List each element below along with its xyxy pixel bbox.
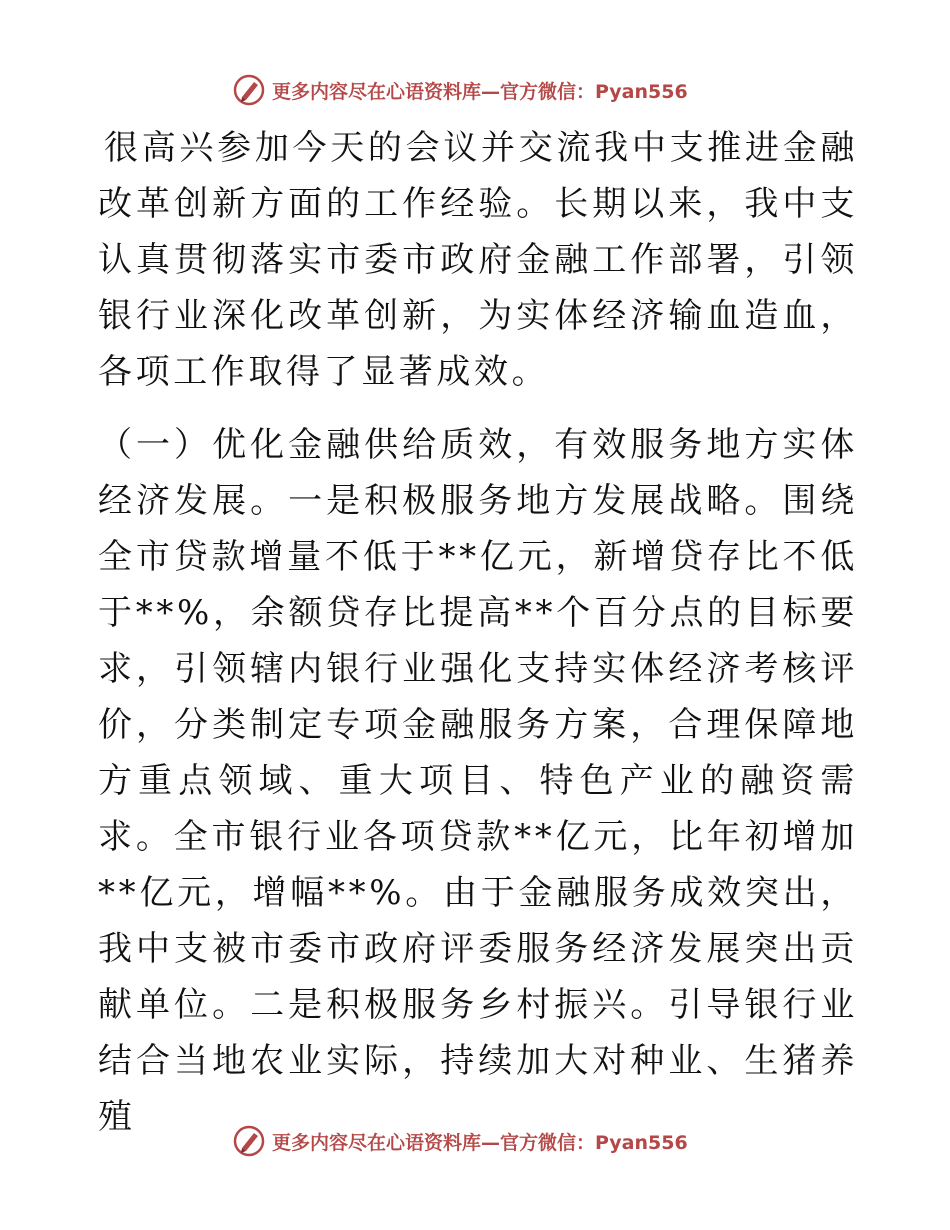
footer-banner (232, 1121, 752, 1161)
paragraph-section-1: （一）优化金融供给质效，有效服务地方实体经济发展。一是积极服务地方发展战略。围绕全市贷款增量不低于**亿元，新增贷存比不低于**%，余额贷存比提高**个百分点的目标要求，引领辖内银行业强化支持实体经济考核评价，分类制定专项金融服务方案，合理保障地方重点领域、重大项目、特色产业的融资需求。全市银行业各项贷款**亿元，比年初增加**亿元，增幅**%。由于金融服务成效突出，我中支被市委市政府评委服务经济发展突出贡献单位。二是积极服务乡村振兴。引导银行业结合当地农业实际，持续加大对种业、生猪养殖 (98, 425, 858, 1137)
header-banner (232, 70, 752, 110)
header-banner-text: 更多内容尽在心语资料库—官方微信：Pyan556 (272, 80, 688, 103)
pen-circle-icon (232, 1124, 266, 1158)
paragraph-intro: 很高兴参加今天的会议并交流我中支推进金融改革创新方面的工作经验。长期以来，我中支认真贯彻落实市委市政府金融工作部署，引领银行业深化改革创新，为实体经济输血造血，各项工作取得了显著成效。 (98, 128, 858, 392)
footer-banner-text: 更多内容尽在心语资料库—官方微信：Pyan556 (272, 1131, 688, 1154)
pen-circle-icon (232, 73, 266, 107)
document-body (98, 120, 858, 1145)
